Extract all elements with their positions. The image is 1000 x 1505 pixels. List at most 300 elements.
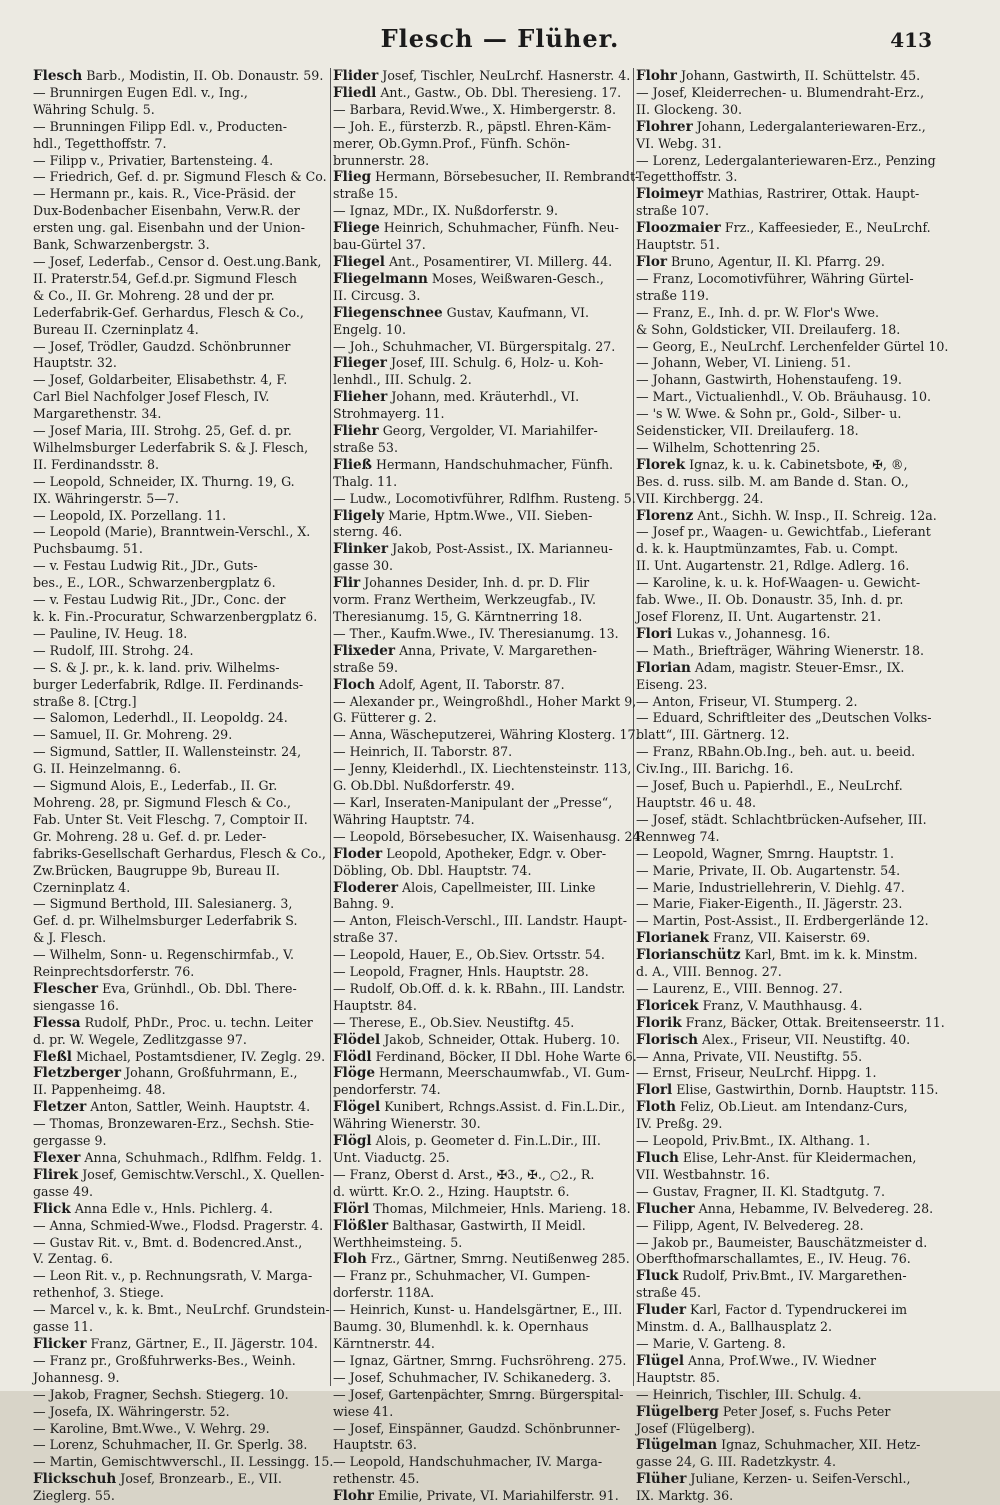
column-1	[33, 68, 334, 1504]
entry-text: straße 119.	[636, 287, 709, 303]
directory-entry-line	[33, 964, 327, 981]
entry-text: gasse 24, G. III. Radetzkystr. 4.	[636, 1454, 836, 1470]
entry-text: Währing Wienerstr. 30.	[333, 1116, 481, 1132]
entry-surname: Flessa	[33, 1014, 81, 1031]
entry-text: — Ignaz, Gärtner, Smrng. Fuchsröhreng. 275.	[333, 1352, 627, 1368]
entry-text: k. k. Fin.-Procuratur, Schwarzenbergplatz 6.	[33, 609, 318, 624]
entry-text: gasse 49.	[33, 1183, 93, 1199]
entry-text: gasse 11.	[33, 1319, 93, 1335]
entry-text: Ignaz, Schuhmacher, XII. Hetz-	[717, 1437, 921, 1453]
directory-entry-line	[333, 524, 631, 541]
entry-text: Eiseng. 23.	[636, 676, 708, 692]
directory-entry-line	[636, 1421, 940, 1438]
entry-text: — Alexander pr., Weingroßhdl., Hoher Markt 9,	[333, 693, 637, 709]
entry-surname: Fliedl	[333, 84, 377, 101]
directory-entry-line	[333, 1167, 631, 1184]
directory-entry-line	[333, 828, 645, 846]
directory-entry-line	[636, 677, 940, 694]
entry-text: — Anna, Wäscheputzerei, Währing Klosterg. 17.	[333, 727, 640, 743]
entry-surname: Flödel	[333, 1031, 381, 1048]
directory-entry-line	[33, 541, 327, 558]
directory-entry-line	[636, 322, 940, 339]
directory-entry-line	[333, 727, 640, 744]
entry-text: Johann, Großfuhrmann, E.,	[121, 1065, 298, 1081]
entry-text: Kunibert, Rchngs.Assist. d. Fin.L.Dir.,	[380, 1099, 626, 1115]
entry-text: — Josefa, IX. Währingerstr. 52.	[33, 1403, 230, 1419]
entry-text: Lederfabrik-Gef. Gerhardus, Flesch & Co.,	[33, 304, 304, 320]
directory-entry-line	[636, 1099, 940, 1116]
entry-text: — 's W. Wwe. & Sohn pr., Gold-, Silber- u.	[636, 406, 902, 422]
entry-text: Bureau II. Czerninplatz 4.	[33, 321, 199, 337]
entry-text: straße 45.	[636, 1285, 701, 1301]
directory-entry-line	[636, 1251, 940, 1268]
directory-entry-line	[33, 119, 327, 136]
entry-text: Anna Edle v., Hnls. Pichlerg. 4.	[70, 1200, 273, 1216]
directory-entry-line	[33, 778, 327, 795]
entry-text: — Barbara, Revid.Wwe., X. Himbergerstr. 8.	[333, 101, 616, 117]
entry-text: — Anton, Fleisch-Verschl., III. Landstr. Haupt-	[333, 913, 627, 929]
entry-text: Hauptstr. 46 u. 48.	[636, 794, 757, 810]
entry-surname: Fligely	[333, 507, 385, 524]
directory-entry-line	[636, 575, 940, 592]
entry-text: Emilie, Private, VI. Mariahilferstr. 91.	[373, 1488, 619, 1504]
entry-surname: Flohr	[333, 1488, 374, 1505]
entry-text: Alois, Capellmeister, III. Linke	[398, 879, 596, 895]
entry-text: — Josef, Trödler, Gaudzd. Schönbrunner	[33, 338, 291, 354]
entry-surname: Flügel	[636, 1352, 685, 1369]
entry-text: — Ernst, Friseur, NeuLrchf. Hippg. 1.	[636, 1065, 877, 1081]
directory-entry-line	[636, 288, 940, 305]
directory-entry-line	[333, 541, 631, 558]
directory-entry-line	[333, 254, 631, 271]
page-title: Flesch — Flüher.	[380, 24, 620, 53]
entry-text: Alois, p. Geometer d. Fin.L.Dir., III.	[371, 1133, 601, 1149]
entry-text: Moses, Weißwaren-Gesch.,	[427, 270, 604, 286]
entry-surname: Florek	[636, 456, 686, 473]
entry-text: — Leon Rit. v., p. Rechnungsrath, V. Marga-	[33, 1268, 313, 1284]
entry-text: d. k. k. Hauptmünzamtes, Fab. u. Compt.	[636, 541, 899, 557]
entry-surname: Flori	[636, 625, 673, 642]
directory-entry-line	[33, 372, 327, 389]
entry-text: Josef (Flügelberg).	[636, 1420, 756, 1436]
directory-entry-line	[636, 186, 940, 203]
directory-entry-line	[333, 592, 631, 609]
directory-entry-line	[333, 1150, 631, 1167]
entry-text: Reinprechtsdorferstr. 76.	[33, 964, 195, 980]
entry-text: Engelg. 10.	[333, 321, 406, 337]
directory-entry-line	[636, 1133, 940, 1150]
directory-entry-line	[636, 1167, 940, 1184]
entry-text: Johannesg. 9.	[33, 1369, 120, 1385]
entry-surname: Fleßl	[33, 1048, 72, 1065]
directory-entry-line	[333, 863, 631, 880]
entry-text: & J. Flesch.	[33, 930, 107, 946]
entry-text: rethenstr. 45.	[333, 1471, 420, 1487]
directory-entry-line	[636, 203, 940, 220]
entry-text: — Lorenz, Ledergalanteriewaren-Erz., Penzing	[636, 152, 936, 168]
entry-text: Josef, Gemischtw.Verschl., X. Quellen-	[78, 1166, 325, 1182]
directory-entry-line	[636, 710, 940, 727]
directory-entry-line	[333, 930, 631, 947]
entry-text: — Josef, Gartenpächter, Smrng. Bürgerspital-	[333, 1386, 624, 1402]
entry-surname: Fließ	[333, 456, 372, 473]
entry-surname: Flieger	[333, 355, 387, 372]
entry-text: Barb., Modistin, II. Ob. Donaustr. 59.	[82, 68, 324, 83]
entry-surname: Floimeyr	[636, 186, 704, 203]
page-number: 413	[890, 28, 932, 52]
directory-entry-line	[333, 693, 637, 711]
directory-entry-line	[333, 761, 631, 778]
entry-text: — Leopold, Hauer, E., Ob.Siev. Ortsstr. 54.	[333, 947, 605, 963]
entry-text: Hermann, Börsebesucher, II. Rembrandt-	[371, 169, 640, 185]
entry-text: — Ludw., Locomotivführer, Rdlfhm. Rusteng. 5.	[333, 490, 636, 506]
directory-entry-line	[333, 1201, 631, 1218]
entry-text: Anna, Prof.Wwe., IV. Wiedner	[684, 1352, 877, 1368]
directory-entry-line	[333, 1015, 631, 1032]
entry-text: Johann, Ledergalanteriewaren-Erz.,	[692, 118, 926, 134]
entry-text: — Johann, Gastwirth, Hohenstaufeng. 19.	[636, 372, 902, 388]
entry-text: Rennweg 74.	[636, 828, 720, 844]
directory-entry-line	[636, 896, 940, 913]
column-divider	[330, 68, 331, 1386]
entry-text: — Leopold, Börsebesucher, IX. Waisenhausg. 24.	[333, 828, 645, 844]
directory-entry-line	[636, 85, 940, 102]
entry-text: Josef, Bronzearb., E., VII.	[116, 1471, 282, 1487]
entry-surname: Floh	[333, 1251, 367, 1268]
entry-text: & Sohn, Goldsticker, VII. Dreilauferg. 18.	[636, 321, 901, 337]
entry-text: gasse 30.	[333, 558, 393, 574]
entry-text: IV. Preßg. 29.	[636, 1116, 723, 1132]
entry-text: brunnerstr. 28.	[333, 152, 430, 168]
entry-text: Zw.Brücken, Baugruppe 9b, Bureau II.	[33, 862, 280, 878]
entry-text: Eva, Grünhdl., Ob. Dbl. There-	[98, 980, 297, 996]
entry-text: — v. Festau Ludwig Rit., JDr., Conc. der	[33, 592, 286, 608]
entry-surname: Floricek	[636, 997, 699, 1014]
entry-surname: Fluch	[636, 1150, 679, 1166]
directory-entry-line	[33, 1471, 327, 1488]
directory-entry-line	[33, 744, 327, 761]
entry-text: Anton, Sattler, Weinh. Hauptstr. 4.	[86, 1099, 311, 1115]
entry-text: rethenhof, 3. Stiege.	[33, 1285, 164, 1301]
entry-text: — Sigmund Berthold, III. Salesianerg. 3,	[33, 896, 293, 912]
directory-entry-line	[33, 1454, 334, 1471]
directory-entry-line	[636, 643, 940, 660]
entry-text: Ignaz, k. u. k. Cabinetsbote, ✠, ®,	[685, 456, 908, 472]
entry-surname: Floth	[636, 1099, 677, 1116]
entry-text: lenhdl., III. Schulg. 2.	[333, 372, 472, 388]
entry-text: Franz, VII. Kaiserstr. 69.	[708, 930, 871, 946]
entry-text: G. Ob.Dbl. Nußdorferstr. 49.	[333, 778, 515, 794]
entry-surname: Florianek	[636, 930, 709, 947]
entry-text: Währing Hauptstr. 74.	[333, 811, 475, 827]
entry-text: — Leopold, IX. Porzellang. 11.	[33, 507, 227, 523]
entry-text: — Mart., Victualienhdl., V. Ob. Bräuhausg. 10.	[636, 389, 932, 405]
directory-entry-line	[636, 254, 940, 271]
entry-text: — Heinrich, Kunst- u. Handelsgärtner, E., III.	[333, 1302, 623, 1318]
entry-text: Minstm. d. A., Ballhausplatz 2.	[636, 1319, 833, 1335]
entry-surname: Flieg	[333, 169, 372, 186]
directory-entry-line	[333, 322, 631, 339]
directory-entry-line	[333, 1471, 631, 1488]
entry-text: Czerninplatz 4.	[33, 879, 131, 895]
directory-entry-line	[636, 271, 940, 288]
directory-entry-line	[333, 288, 631, 305]
directory-entry-line	[33, 1285, 327, 1302]
directory-entry-line	[333, 896, 631, 913]
entry-text: — Josef pr., Waagen- u. Gewichtfab., Lieferant	[636, 524, 931, 540]
directory-entry-line	[636, 457, 940, 474]
directory-entry-line	[636, 524, 940, 541]
entry-text: II. Ferdinandsstr. 8.	[33, 456, 160, 472]
entry-text: — Martin, Gemischtwverschl., II. Lessingg. 15.	[33, 1454, 334, 1470]
directory-entry-line	[33, 85, 327, 102]
entry-text: Tegetthoffstr. 3.	[636, 169, 738, 185]
directory-entry-line	[636, 305, 940, 322]
entry-text: Thomas, Milchmeier, Hnls. Marieng. 18.	[369, 1200, 631, 1216]
directory-entry-line	[33, 761, 327, 778]
entry-text: — Wilhelm, Sonn- u. Regenschirmfab., V.	[33, 947, 295, 963]
entry-text: Elise, Gastwirthin, Dornb. Hauptstr. 115.	[672, 1082, 939, 1098]
directory-entry-line	[636, 964, 940, 981]
entry-text: — S. & J. pr., k. k. land. priv. Wilhelms-	[33, 659, 280, 675]
entry-text: Hauptstr. 51.	[636, 237, 720, 253]
entry-text: Theresianumg. 15, G. Kärntnerring 18.	[333, 609, 583, 624]
directory-entry-line	[33, 846, 327, 863]
entry-text: — Samuel, II. Gr. Mohreng. 29.	[33, 727, 233, 743]
entry-text: — Gustav, Fragner, II. Kl. Stadtgutg. 7.	[636, 1183, 885, 1199]
directory-entry-line	[636, 1370, 940, 1387]
entry-text: — Anton, Friseur, VI. Stumperg. 2.	[636, 693, 858, 709]
entry-text: — Jakob pr., Baumeister, Bauschätzmeister d.	[636, 1234, 928, 1250]
entry-text: — Ignaz, MDr., IX. Nußdorferstr. 9.	[333, 203, 559, 219]
entry-text: Carl Biel Nachfolger Josef Flesch, IV.	[33, 389, 270, 405]
directory-entry-line	[636, 1353, 940, 1370]
entry-text: d. württ. Kr.O. 2., Hzing. Hauptstr. 6.	[333, 1183, 570, 1199]
entry-text: — Franz pr., Schuhmacher, VI. Gumpen-	[333, 1268, 591, 1284]
directory-entry-line	[636, 998, 940, 1015]
directory-entry-line	[33, 863, 327, 880]
directory-entry-line	[33, 1319, 327, 1336]
directory-entry-line	[33, 998, 327, 1015]
entry-text: — Salomon, Lederhdl., II. Leopoldg. 24.	[33, 710, 288, 726]
entry-text: Bruno, Agentur, II. Kl. Pfarrg. 29.	[667, 253, 885, 269]
entry-text: VII. Kirchbergg. 24.	[636, 490, 764, 506]
entry-text: — Josef, Buch u. Papierhdl., E., NeuLrchf.	[636, 778, 903, 794]
directory-entry-line	[333, 660, 631, 677]
directory-entry-line	[33, 1488, 327, 1505]
directory-entry-line	[636, 389, 940, 406]
entry-text: Elise, Lehr-Anst. für Kleidermachen,	[678, 1150, 917, 1165]
entry-text: — Leopold, Schneider, IX. Thurng. 19, G.	[33, 473, 295, 489]
directory-entry-line	[333, 1251, 631, 1268]
entry-text: — Heinrich, II. Taborstr. 87.	[333, 744, 513, 760]
entry-surname: Flörl	[333, 1200, 370, 1217]
entry-text: Frz., Gärtner, Smrng. Neutißenweg 285.	[366, 1251, 630, 1267]
entry-surname: Flödl	[333, 1048, 372, 1065]
entry-text: Josef, III. Schulg. 6, Holz- u. Koh-	[386, 355, 604, 371]
entry-text: Döbling, Ob. Dbl. Hauptstr. 74.	[333, 862, 532, 878]
directory-entry-line	[333, 1387, 631, 1404]
directory-entry-line	[33, 1015, 327, 1032]
directory-entry-line	[636, 68, 940, 85]
entry-text: bau-Gürtel 37.	[333, 237, 426, 253]
directory-entry-line	[636, 237, 940, 254]
directory-entry-line	[333, 1268, 631, 1285]
directory-entry-line	[33, 440, 327, 457]
entry-text: Dux-Bodenbacher Eisenbahn, Verw.R. der	[33, 203, 300, 219]
entry-text: — Friedrich, Gef. d. pr. Sigmund Flesch & Co.	[33, 169, 327, 185]
entry-text: Zieglerg. 55.	[33, 1488, 115, 1504]
directory-entry-line	[33, 423, 327, 440]
entry-text: Karl, Bmt. im k. k. Minstm.	[740, 947, 918, 963]
directory-entry-line	[333, 1302, 631, 1319]
entry-surname: Fliegenschnee	[333, 304, 443, 321]
directory-entry-line	[636, 947, 940, 964]
entry-text: Wilhelmsburger Lederfabrik S. & J. Flesch,	[33, 439, 309, 455]
directory-entry-line	[33, 1218, 327, 1235]
entry-text: — Laurenz, E., VIII. Bennog. 27.	[636, 980, 843, 996]
entry-surname: Flöge	[333, 1065, 376, 1082]
entry-text: & Co., II. Gr. Mohreng. 28 und der pr.	[33, 287, 275, 303]
directory-entry-line	[333, 1285, 631, 1302]
directory-entry-line	[33, 880, 327, 897]
directory-entry-line	[333, 1235, 631, 1252]
directory-entry-line	[636, 694, 940, 711]
entry-text: — Marie, Industriellehrerin, V. Diehlg. 47.	[636, 879, 905, 895]
entry-text: Unt. Viaductg. 25.	[333, 1150, 450, 1165]
entry-surname: Florisch	[636, 1031, 699, 1048]
entry-surname: Flügelberg	[636, 1403, 719, 1420]
directory-entry-line	[333, 490, 636, 508]
directory-entry-line	[333, 1184, 631, 1201]
entry-text: — Brunningen Filipp Edl. v., Producten-	[33, 118, 288, 134]
entry-text: Strohmayerg. 11.	[333, 406, 445, 422]
directory-entry-line	[636, 812, 940, 829]
directory-entry-line	[333, 626, 631, 643]
entry-surname: Flor	[636, 253, 668, 270]
directory-entry-line	[33, 1065, 327, 1082]
directory-entry-line	[333, 68, 631, 85]
directory-entry-line	[636, 1082, 940, 1099]
directory-entry-line	[333, 220, 631, 237]
entry-text: Johann, Gastwirth, II. Schüttelstr. 45.	[676, 68, 921, 83]
entry-surname: Flucher	[636, 1200, 695, 1217]
entry-text: Seidensticker, VII. Dreilauferg. 18.	[636, 423, 859, 439]
directory-entry-line	[333, 1048, 637, 1066]
directory-entry-line	[636, 423, 940, 440]
entry-surname: Floder	[333, 845, 383, 862]
directory-entry-line	[33, 1133, 327, 1150]
entry-text: — Josef Maria, III. Strohg. 25, Gef. d. pr.	[33, 423, 292, 439]
directory-entry-line	[636, 1471, 940, 1488]
entry-text: — Josef, Lederfab., Censor d. Oest.ung.Bank,	[33, 253, 322, 269]
entry-surname: Florian	[636, 659, 691, 676]
directory-entry-line	[333, 981, 631, 998]
directory-entry-line	[636, 1184, 940, 1201]
entry-text: — Brunnirgen Eugen Edl. v., Ing.,	[33, 84, 248, 100]
directory-entry-line	[333, 1032, 631, 1049]
entry-text: — Wilhelm, Schottenring 25.	[636, 439, 821, 455]
directory-entry-line	[333, 508, 631, 525]
directory-entry-line	[333, 1133, 631, 1150]
directory-entry-line	[33, 1353, 327, 1370]
entry-text: — Johann, Weber, VI. Linieng. 51.	[636, 355, 851, 371]
entry-text: Bahng. 9.	[333, 896, 395, 912]
entry-text: — Joh., Schuhmacher, VI. Bürgerspitalg. 27.	[333, 338, 616, 354]
entry-surname: Floderer	[333, 879, 399, 896]
entry-text: hdl., Tegetthoffstr. 7.	[33, 135, 167, 151]
entry-text: pendorferstr. 74.	[333, 1082, 441, 1098]
directory-entry-line	[333, 85, 631, 102]
directory-entry-line	[636, 558, 940, 575]
entry-text: Oberfthofmarschallamtes, E., IV. Heug. 76.	[636, 1251, 911, 1267]
column-2	[333, 68, 645, 1505]
entry-surname: Fluck	[636, 1268, 679, 1285]
directory-entry-line	[333, 1116, 631, 1133]
directory-entry-line	[33, 913, 327, 930]
directory-entry-line	[333, 339, 631, 356]
directory-entry-line	[33, 186, 327, 203]
entry-text: Feliz, Ob.Lieut. am Intendanz-Curs,	[676, 1099, 908, 1115]
entry-surname: Floozmaier	[636, 220, 721, 237]
directory-entry-line	[33, 1184, 327, 1201]
directory-entry-line	[33, 220, 327, 237]
entry-text: — Leopold, Priv.Bmt., IX. Althang. 1.	[636, 1133, 871, 1149]
directory-entry-line	[333, 964, 631, 981]
entry-text: — Thomas, Bronzewaren-Erz., Sechsh. Stie-	[33, 1116, 314, 1132]
entry-text: Mathias, Rastrirer, Ottak. Haupt-	[703, 186, 920, 202]
directory-entry-line	[636, 1014, 945, 1032]
entry-text: — Ther., Kaufm.Wwe., IV. Theresianumg. 13.	[333, 625, 619, 641]
directory-entry-line	[333, 744, 631, 761]
directory-entry-line	[636, 355, 940, 372]
directory-entry-line	[33, 575, 327, 592]
entry-text: fab. Wwe., II. Ob. Donaustr. 35, Inh. d. pr.	[636, 592, 904, 608]
directory-entry-line	[636, 119, 940, 136]
directory-entry-line	[33, 609, 327, 626]
directory-entry-line	[636, 660, 940, 677]
entry-text: V. Zentag. 6.	[33, 1251, 113, 1267]
directory-entry-line	[636, 1116, 940, 1133]
entry-text: fabriks-Gesellschaft Gerhardus, Flesch & Co.,	[33, 845, 326, 861]
directory-entry-line	[333, 186, 631, 203]
entry-text: Thalg. 11.	[333, 473, 398, 489]
directory-entry-line	[333, 575, 631, 592]
directory-entry-line	[636, 592, 940, 609]
entry-text: Puchsbaumg. 51.	[33, 541, 143, 557]
entry-text: — Josef, Goldarbeiter, Elisabethstr. 4, F.	[33, 372, 288, 388]
directory-entry-line	[33, 1116, 327, 1133]
entry-surname: Fluder	[636, 1302, 687, 1319]
directory-entry-line	[333, 609, 631, 626]
directory-entry-line	[636, 220, 940, 237]
entry-surname: Fliege	[333, 220, 380, 237]
directory-entry-line	[33, 643, 327, 660]
entry-text: — Leopold, Handschuhmacher, IV. Marga-	[333, 1454, 603, 1470]
directory-entry-line	[333, 119, 631, 136]
directory-entry-line	[333, 237, 631, 254]
entry-text: Gef. d. pr. Wilhelmsburger Lederfabrik S.	[33, 913, 298, 929]
entry-surname: Flögel	[333, 1099, 381, 1116]
entry-text: — Eduard, Schriftleiter des „Deutschen Volks-	[636, 710, 932, 726]
directory-entry-line	[636, 338, 949, 356]
directory-entry-line	[333, 947, 631, 964]
directory-entry-line	[33, 508, 327, 525]
entry-text: blatt“, III. Gärtnerg. 12.	[636, 727, 790, 743]
directory-entry-line	[636, 863, 940, 880]
entry-text: Rudolf, Priv.Bmt., IV. Margarethen-	[678, 1268, 907, 1284]
entry-text: IX. Währingerstr. 5—7.	[33, 490, 179, 506]
